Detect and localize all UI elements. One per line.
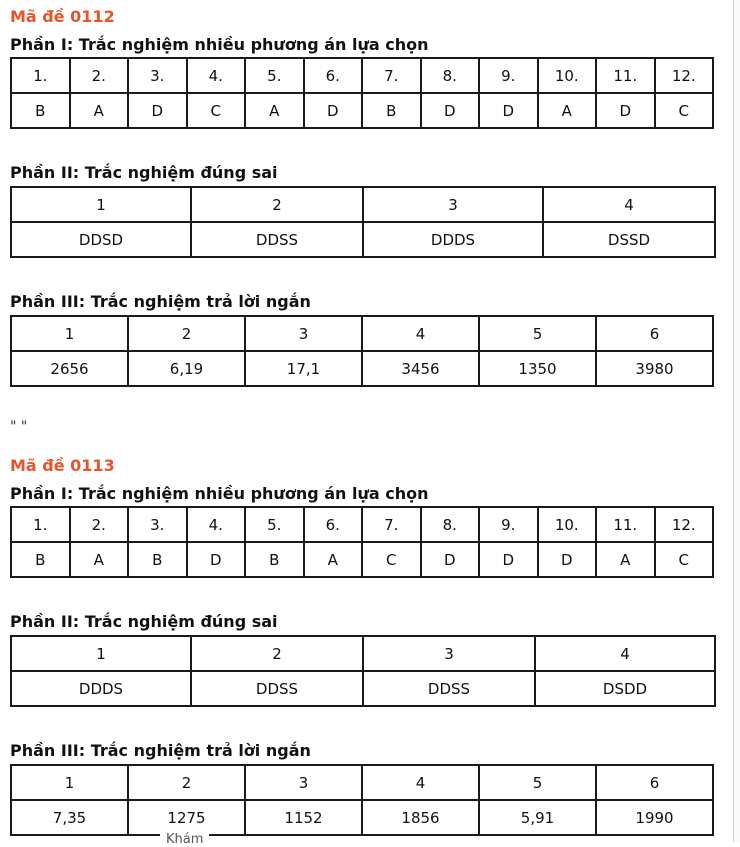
answer-cell: C	[655, 93, 714, 128]
table-answer-row	[11, 542, 713, 577]
part2-answer-table	[10, 186, 716, 258]
part1-title: Phần I: Trắc nghiệm nhiều phương án lựa chọn	[10, 35, 429, 54]
part3-title: Phần III: Trắc nghiệm trả lời ngắn	[10, 741, 311, 760]
answer-cell: B	[11, 93, 70, 128]
part2-title: Phần II: Trắc nghiệm đúng sai	[10, 163, 278, 182]
answer-cell: A	[596, 542, 655, 577]
question-number: 4	[362, 765, 479, 800]
answer-cell: 3456	[362, 351, 479, 386]
question-number: 12.	[655, 58, 714, 93]
separator-text: " "	[10, 419, 28, 435]
answer-cell: 7,35	[11, 800, 128, 835]
question-number: 5.	[245, 507, 304, 542]
table-header-row	[11, 765, 713, 800]
question-number: 11.	[596, 58, 655, 93]
answer-cell: A	[538, 93, 597, 128]
table-header-row	[11, 316, 713, 351]
question-number: 8.	[421, 58, 480, 93]
table-answer-row	[11, 93, 713, 128]
question-number: 2	[128, 316, 245, 351]
question-number: 3.	[128, 507, 187, 542]
answer-cell: DDSS	[191, 671, 363, 706]
question-number: 1	[11, 636, 191, 671]
answer-cell: A	[70, 542, 129, 577]
question-number: 2.	[70, 507, 129, 542]
question-number: 3	[363, 187, 543, 222]
answer-cell: A	[70, 93, 129, 128]
exam-code-title: Mã đề 0113	[10, 456, 115, 475]
question-number: 2	[191, 636, 363, 671]
question-number: 2.	[70, 58, 129, 93]
answer-cell: D	[421, 542, 480, 577]
answer-cell: 1856	[362, 800, 479, 835]
answer-cell: D	[479, 93, 538, 128]
answer-cell: 5,91	[479, 800, 596, 835]
part2-title: Phần II: Trắc nghiệm đúng sai	[10, 612, 278, 631]
question-number: 1	[11, 765, 128, 800]
question-number: 12.	[655, 507, 714, 542]
answer-cell: A	[245, 93, 304, 128]
answer-cell: 1275	[128, 800, 245, 835]
table-answer-row	[11, 351, 713, 386]
answer-cell: 1990	[596, 800, 713, 835]
question-number: 4	[362, 316, 479, 351]
answer-cell: D	[479, 542, 538, 577]
part1-answer-table	[10, 506, 714, 578]
question-number: 1	[11, 316, 128, 351]
question-number: 4.	[187, 507, 246, 542]
question-number: 4	[535, 636, 715, 671]
answer-cell: D	[187, 542, 246, 577]
answer-cell: B	[128, 542, 187, 577]
answer-cell: DDSS	[363, 671, 535, 706]
question-number: 4	[543, 187, 715, 222]
answer-cell: DSDD	[535, 671, 715, 706]
answer-cell: 1152	[245, 800, 362, 835]
answer-cell: DSSD	[543, 222, 715, 257]
question-number: 1.	[11, 58, 70, 93]
answer-cell: DDDS	[11, 671, 191, 706]
question-number: 7.	[362, 58, 421, 93]
table-header-row	[11, 187, 715, 222]
question-number: 3.	[128, 58, 187, 93]
answer-cell: B	[362, 93, 421, 128]
answer-cell: 17,1	[245, 351, 362, 386]
answer-cell: C	[187, 93, 246, 128]
answer-cell: A	[304, 542, 363, 577]
question-number: 9.	[479, 507, 538, 542]
part3-answer-table	[10, 315, 714, 387]
answer-cell: B	[245, 542, 304, 577]
question-number: 4.	[187, 58, 246, 93]
question-number: 2	[128, 765, 245, 800]
question-number: 6.	[304, 58, 363, 93]
answer-cell: DDSD	[11, 222, 191, 257]
part3-answer-table	[10, 764, 714, 836]
answer-cell: 3980	[596, 351, 713, 386]
part2-answer-table	[10, 635, 716, 707]
question-number: 6.	[304, 507, 363, 542]
question-number: 7.	[362, 507, 421, 542]
answer-cell: D	[596, 93, 655, 128]
answer-cell: 1350	[479, 351, 596, 386]
question-number: 8.	[421, 507, 480, 542]
answer-cell: D	[304, 93, 363, 128]
question-number: 6	[596, 765, 713, 800]
question-number: 1.	[11, 507, 70, 542]
question-number: 6	[596, 316, 713, 351]
question-number: 5	[479, 316, 596, 351]
table-answer-row	[11, 800, 713, 835]
part3-title: Phần III: Trắc nghiệm trả lời ngắn	[10, 292, 311, 311]
answer-cell: 2656	[11, 351, 128, 386]
answer-cell: DDDS	[363, 222, 543, 257]
table-header-row	[11, 507, 713, 542]
answer-cell: 6,19	[128, 351, 245, 386]
question-number: 5.	[245, 58, 304, 93]
part1-answer-table	[10, 57, 714, 129]
question-number: 5	[479, 765, 596, 800]
table-header-row	[11, 58, 713, 93]
question-number: 3	[245, 316, 362, 351]
question-number: 11.	[596, 507, 655, 542]
table-header-row	[11, 636, 715, 671]
question-number: 9.	[479, 58, 538, 93]
scrollbar-track[interactable]	[733, 0, 740, 842]
exam-code-title: Mã đề 0112	[10, 7, 115, 26]
table-answer-row	[11, 222, 715, 257]
answer-cell: DDSS	[191, 222, 363, 257]
question-number: 10.	[538, 58, 597, 93]
answer-cell: C	[655, 542, 714, 577]
part1-title: Phần I: Trắc nghiệm nhiều phương án lựa chọn	[10, 484, 429, 503]
answer-cell: B	[11, 542, 70, 577]
question-number: 3	[245, 765, 362, 800]
question-number: 10.	[538, 507, 597, 542]
question-number: 3	[363, 636, 535, 671]
answer-cell: D	[421, 93, 480, 128]
question-number: 2	[191, 187, 363, 222]
question-number: 1	[11, 187, 191, 222]
answer-cell: C	[362, 542, 421, 577]
table-answer-row	[11, 671, 715, 706]
explore-overlay-label[interactable]: Khám	[160, 832, 209, 847]
answer-cell: D	[128, 93, 187, 128]
answer-cell: D	[538, 542, 597, 577]
